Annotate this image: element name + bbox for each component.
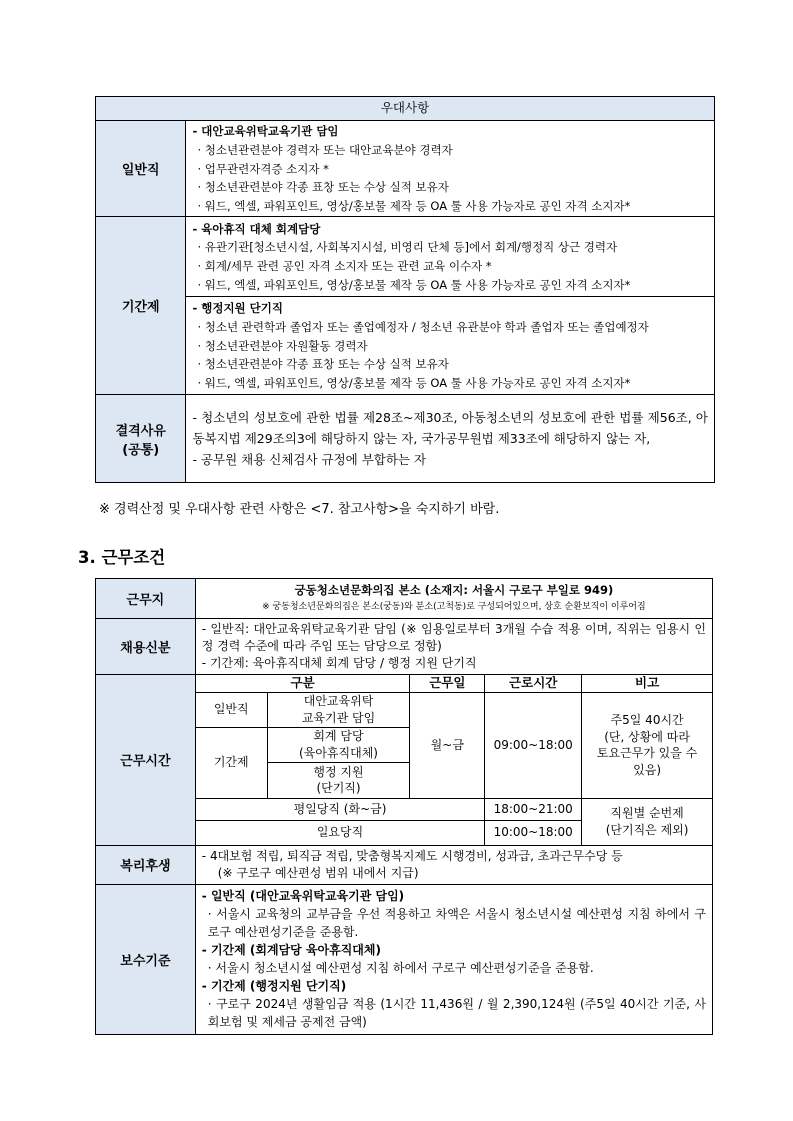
list-item: · 청소년관련분야 각종 표창 또는 수상 실적 보유자	[197, 180, 449, 195]
role-line: 대안교육위탁	[303, 694, 374, 708]
salary-value	[195, 884, 712, 1034]
salary-line: · 서울시 청소년시설 예산편성 지침 하에서 구로구 예산편성기준을 준용함.	[207, 961, 594, 975]
hours-general-label: 일반직	[195, 692, 267, 727]
benefits-title: 우대사항	[96, 97, 715, 121]
sunday-duty: 일요당직	[195, 820, 484, 845]
category-fixed-term: 기간제	[96, 217, 186, 395]
hours-time: 09:00~18:00	[485, 692, 582, 798]
remark-line: 주5일 40시간	[610, 713, 684, 727]
disqualification-text	[186, 395, 715, 483]
list-item: · 회계/세무 관련 공인 자격 소지자 또는 관련 교육 이수자 *	[197, 259, 492, 273]
remark-line: 직원별 순번제	[610, 806, 684, 820]
accounting-benefits	[186, 217, 715, 297]
workplace-value	[195, 579, 712, 619]
workplace-main: 궁동청소년문화의집 본소 (소재지: 서울시 구로구 부일로 949)	[294, 583, 614, 597]
general-benefits	[186, 121, 715, 217]
salary-heading: - 기간제 (회계담당 육아휴직대체)	[201, 943, 381, 957]
section-title: 3. 근무조건	[78, 548, 166, 567]
hours-fixed-label: 기간제	[195, 727, 267, 798]
list-item: · 워드, 엑셀, 파워포인트, 영상/홍보물 제작 등 OA 툴 사용 가능자로 공인 자격 소지자*	[197, 199, 631, 214]
workplace-label: 근무지	[96, 579, 196, 619]
hours-header-remark: 비고	[582, 675, 713, 693]
list-item: · 업무관련자격증 소지자 *	[197, 161, 329, 176]
hours-header-type: 구분	[195, 675, 410, 693]
sunday-duty-time: 10:00~18:00	[485, 820, 582, 845]
disqualification-sublabel: (공통)	[122, 442, 160, 458]
list-item: · 청소년관련분야 경력자 또는 대안교육분야 경력자	[197, 142, 453, 157]
salary-line: · 구로구 2024년 생활임금 적용 (1시간 11,436원 / 월 2,390,124원 (주5일 40시간 기준, 사회보험 및 제세금 공제전 금액)	[207, 997, 706, 1029]
status-value	[195, 619, 712, 675]
salary-line: · 서울시 교육청의 교부금을 우선 적용하고 차액은 서울시 청소년시설 예산편성 지침 하에서 구로구 예산편성기준을 준용함.	[207, 907, 706, 939]
welfare-line: - 4대보험 적립, 퇴직금 적립, 맞춤형복지제도 시행경비, 성과급, 초과근무수당 등	[201, 848, 623, 863]
role-line: 회계 담당	[313, 729, 364, 743]
list-item: · 청소년 관련학과 졸업자 또는 졸업예정자 / 청소년 유관분야 학과 졸업자 또는 졸업예정자	[197, 319, 649, 334]
hours-header-days: 근무일	[410, 675, 485, 693]
reference-note: ※ 경력산정 및 우대사항 관련 사항은 <7. 참고사항>을 숙지하기 바람.	[99, 502, 500, 517]
disqualification-item: - 공무원 채용 신체검사 규정에 부합하는 자	[192, 452, 427, 467]
status-line: - 일반직: 대안교육위탁교육기관 담임 (※ 임용일로부터 3개월 수습 적용 이며, 직위는 임용시 인정 경력 수준에 따라 주임 또는 담당으로 정함)	[201, 622, 706, 653]
role-line: 행정 지원	[313, 764, 364, 779]
hours-header-time: 근로시간	[485, 675, 582, 693]
remark-line: (단기직은 제외)	[605, 822, 689, 837]
duty-remark	[582, 798, 713, 845]
salary-heading: - 일반직 (대안교육위탁교육기관 담임)	[201, 889, 405, 903]
hours-general-role	[267, 692, 410, 727]
category-general: 일반직	[96, 121, 186, 217]
list-item: · 워드, 엑셀, 파워포인트, 영상/홍보물 제작 등 OA 툴 사용 가능자로 공인 자격 소지자*	[197, 376, 631, 391]
welfare-line: (※ 구로구 예산편성 범위 내에서 지급)	[217, 865, 419, 880]
list-item: · 워드, 엑셀, 파워포인트, 영상/홍보물 제작 등 OA 툴 사용 가능자로 공인 자격 소지자*	[197, 277, 631, 292]
benefits-table	[95, 96, 715, 483]
list-item: · 유관기관[청소년시설, 사회복지시설, 비영리 단체 등]에서 회계/행정직 상근 경력자	[197, 240, 618, 255]
category-disqualification	[96, 395, 186, 483]
workplace-sub: ※ 궁동청소년문화의집은 본소(궁동)와 분소(고척동)로 구성되어있으며, 상호 순환보직이 이루어짐	[262, 601, 646, 612]
hours-days: 월~금	[410, 692, 485, 798]
salary-heading: - 기간제 (행정지원 단기직)	[201, 979, 347, 993]
welfare-value	[195, 845, 712, 884]
conditions-table	[95, 578, 713, 1035]
accounting-heading: - 육아휴직 대체 회계담당	[192, 221, 321, 236]
list-item: · 청소년관련분야 각종 표창 또는 수상 실적 보유자	[197, 357, 449, 372]
role-line: (육아휴직대체)	[299, 745, 378, 760]
welfare-label: 복리후생	[96, 845, 196, 884]
hours-label: 근무시간	[96, 675, 196, 846]
general-heading: - 대안교육위탁교육기관 담임	[192, 124, 339, 139]
role-line: 교육기관 담임	[301, 710, 376, 725]
weekday-duty: 평일당직 (화~금)	[195, 798, 484, 820]
remark-line: 토요근무가 있을 수	[596, 746, 698, 760]
weekday-duty-time: 18:00~21:00	[485, 798, 582, 820]
role-line: (단기직)	[316, 781, 361, 795]
status-label: 채용신분	[96, 619, 196, 675]
admin-heading: - 행정지원 단기직	[192, 301, 283, 316]
status-line: - 기간제: 육아휴직대체 회계 담당 / 행정 지원 단기직	[201, 656, 477, 670]
hours-remark	[582, 692, 713, 798]
hours-admin-role	[267, 762, 410, 798]
list-item: · 청소년관련분야 자원활동 경력자	[197, 338, 368, 353]
disqualification-label: 결격사유	[115, 423, 166, 439]
hours-acct-role	[267, 727, 410, 762]
remark-line: (단, 상황에 따라	[604, 729, 690, 744]
disqualification-item: - 청소년의 성보호에 관한 법률 제28조~제30조, 아동청소년의 성보호에 관한 법률 제56조, 아동복지법 제29조의3에 해당하지 않는 자, 국가공무원법 제33조에 해당하지 않는 자,	[192, 410, 708, 446]
salary-label: 보수기준	[96, 884, 196, 1034]
admin-benefits	[186, 297, 715, 395]
remark-line: 있음)	[633, 762, 662, 777]
